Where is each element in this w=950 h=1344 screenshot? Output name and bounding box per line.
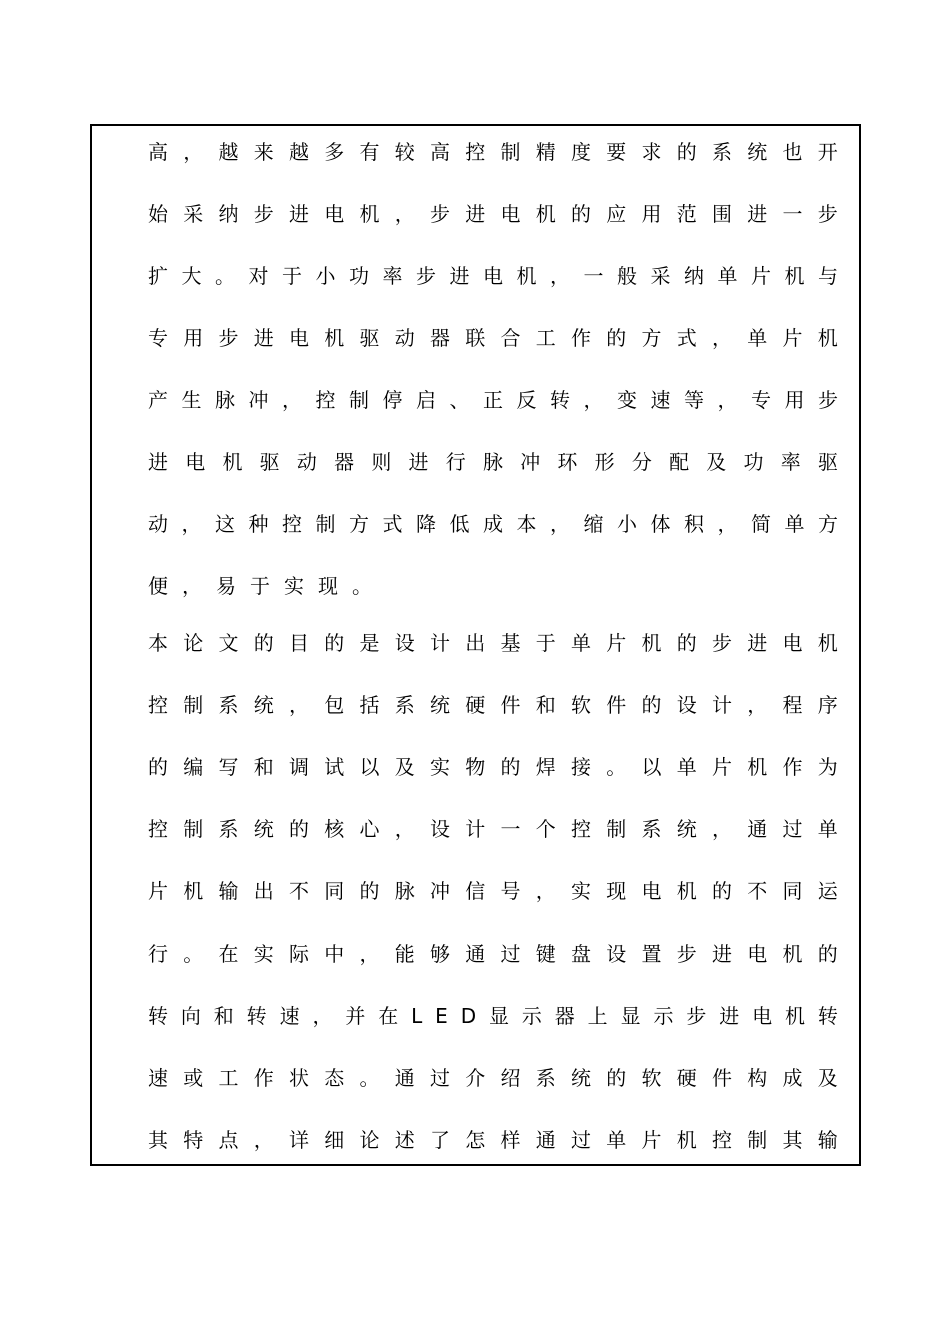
text-line: 转 向 和 转 速 ， 并 在 L E D 显 示 器 上 显 示 步 进 电 机 转: [148, 1004, 838, 1028]
text-line: 便，易于实现。: [148, 574, 386, 598]
text-line: 进 电 机 驱 动 器 则 进 行 脉 冲 环 形 分 配 及 功 率 驱: [148, 450, 838, 474]
text-line: 行 。 在 实 际 中 ， 能 够 通 过 键 盘 设 置 步 进 电 机 的: [148, 942, 838, 966]
text-line: 扩 大 。 对 于 小 功 率 步 进 电 机 ， 一 般 采 纳 单 片 机 与: [148, 264, 838, 288]
text-line: 控 制 系 统 的 核 心 ， 设 计 一 个 控 制 系 统 ， 通 过 单: [148, 817, 838, 841]
text-line: 本 论 文 的 目 的 是 设 计 出 基 于 单 片 机 的 步 进 电 机: [148, 631, 838, 655]
text-line: 的 编 写 和 调 试 以 及 实 物 的 焊 接 。 以 单 片 机 作 为: [148, 755, 838, 779]
text-line: 产 生 脉 冲 ， 控 制 停 启 、 正 反 转 ， 变 速 等 ， 专 用 步: [148, 388, 838, 412]
text-line: 片 机 输 出 不 同 的 脉 冲 信 号 ， 实 现 电 机 的 不 同 运: [148, 879, 838, 903]
text-line: 其 特 点 ， 详 细 论 述 了 怎 样 通 过 单 片 机 控 制 其 输: [148, 1128, 838, 1152]
text-line: 专 用 步 进 电 机 驱 动 器 联 合 工 作 的 方 式 ， 单 片 机: [148, 326, 838, 350]
text-line: 速 或 工 作 状 态 。 通 过 介 绍 系 统 的 软 硬 件 构 成 及: [148, 1066, 838, 1090]
text-line: 动 ， 这 种 控 制 方 式 降 低 成 本 ， 缩 小 体 积 ， 简 单 方: [148, 512, 838, 536]
text-line: 控 制 系 统 ， 包 括 系 统 硬 件 和 软 件 的 设 计 ， 程 序: [148, 693, 838, 717]
text-line: 高 ， 越 来 越 多 有 较 高 控 制 精 度 要 求 的 系 统 也 开: [148, 140, 838, 164]
text-line: 始 采 纳 步 进 电 机 ， 步 进 电 机 的 应 用 范 围 进 一 步: [148, 202, 838, 226]
